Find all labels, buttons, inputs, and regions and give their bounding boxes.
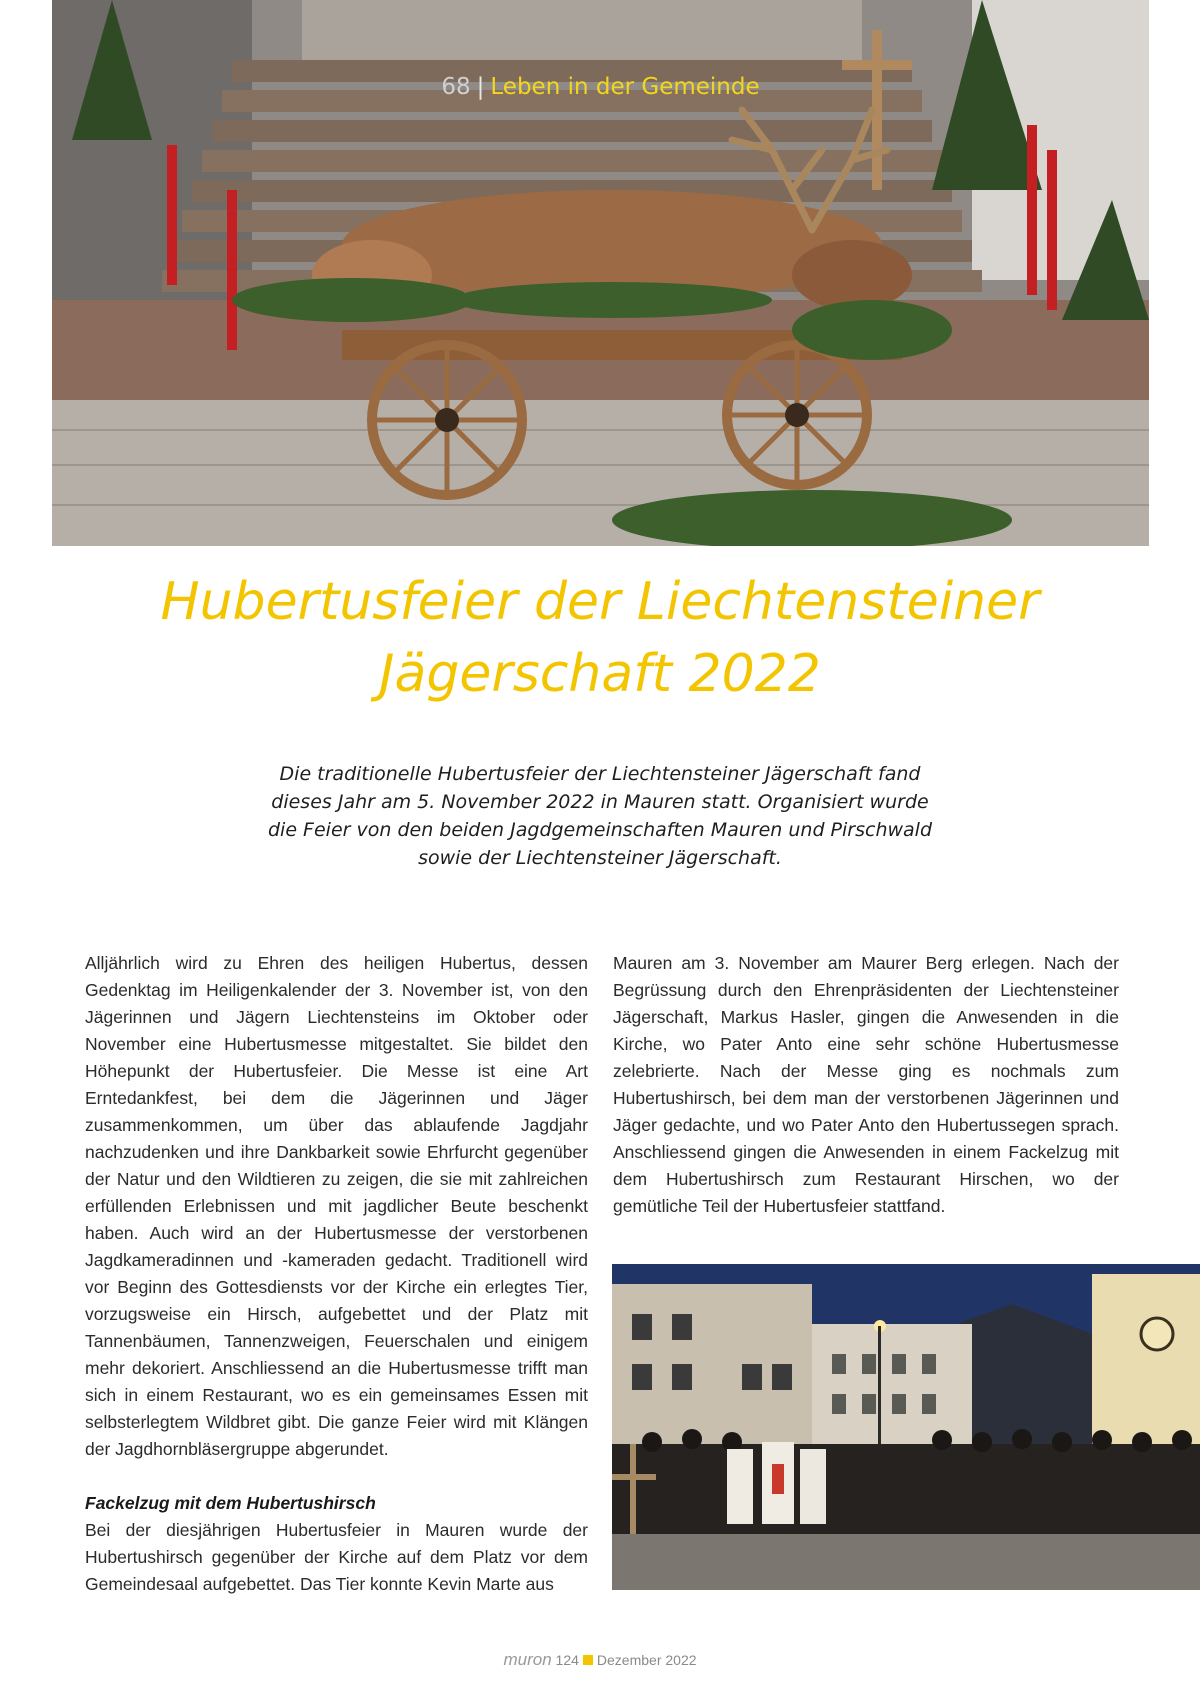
square-separator-icon	[583, 1655, 593, 1665]
subheading: Fackelzug mit dem Hubertushirsch	[85, 1493, 376, 1513]
paragraph-intro: Alljährlich wird zu Ehren des heiligen Hubertus, dessen Gedenktag im Heiligenkalender der 3. November ist, von den Jägerinnen und Jägern Liechtensteins im Oktober oder November eine Hubertusmesse mitgestaltet. Sie bildet den Höhepunkt der Hubertusfeier. Die Messe ist eine Art Erntedankfest, bei dem die Jägerinnen und Jäger zusammenkommen, um über das ablaufende Jagdjahr nachzudenken und ihre Dankbarkeit sowie Ehrfurcht gegenüber der Natur und den Wildtieren zu zeigen, die sie mit zahlreichen erfüllenden Erlebnissen und mit jagdlicher Beute beschenkt haben. Auch wird an der Hubertusmesse der verstorbenen Jagdkameradinnen und -kameraden gedacht. Traditionell wird vor Beginn des Gottesdiensts vor der Kirche ein erlegtes Tier, vorzugsweise ein Hirsch, aufgebettet und der Platz mit Tannenbäumen, Tannenzweigen, Feuerschalen und einigem mehr dekoriert. Anschliessend an die Hubertusmesse trifft man sich in einem Restaurant, wo es ein gemeinsames Essen mit selbsterlegtem Wildbret gibt. Die ganze Feier wird mit Klängen der Jagdhornbläsergruppe abgerundet.	[85, 953, 588, 1459]
page-number: 68	[441, 74, 471, 100]
paragraph-fackelzug: Bei der diesjährigen Hubertusfeier in Mauren wurde der Hubertushirsch gegenüber der Kirche auf dem Platz vor dem Gemeindesaal aufgebettet. Das Tier konnte Kevin Marte aus	[85, 1520, 588, 1594]
issue-date: Dezember 2022	[596, 1652, 697, 1668]
page-footer	[0, 1650, 1200, 1670]
hero-photo-deer-on-cart	[52, 0, 1149, 546]
ceremony-crowd-illustration	[612, 1264, 1200, 1590]
article-title-line2: Jägerschaft 2022	[379, 644, 821, 704]
photo-ceremony-evening	[612, 1264, 1200, 1590]
section-title: Leben in der Gemeinde	[490, 74, 760, 100]
paragraph-continued: Mauren am 3. November am Maurer Berg erlegen. Nach der Begrüssung durch den Ehrenpräsidenten der Liechtensteiner Jägerschaft, Markus Hasler, gingen die Anwesenden in die Kirche, wo Pater Anto eine sehr schöne Hubertusmesse zelebrierte. Nach der Messe ging es nochmals zum Hubertushirsch, bei dem man der verstorbenen Jägerinnen und Jäger gedachte, und wo Pater Anto den Hubertussegen sprach. Anschliessend gingen die Anwesenden in einem Fackelzug mit dem Hubertushirsch zum Restaurant Hirschen, wo der gemütliche Teil der Hubertusfeier stattfand.	[613, 953, 1119, 1216]
page-header	[52, 74, 1149, 100]
issue-number: 124	[555, 1652, 579, 1668]
header-separator: |	[476, 74, 485, 100]
article-title	[100, 566, 1100, 710]
article-title-line1: Hubertusfeier der Liechtensteiner	[160, 572, 1040, 632]
text-column-right	[613, 950, 1119, 1220]
text-column-left	[85, 950, 588, 1598]
article-lead: Die traditionelle Hubertusfeier der Liechtensteiner Jägerschaft fand dieses Jahr am 5. November 2022 in Mauren statt. Organisiert wurde die Feier von den beiden Jagdgemeinschaften Mauren und Pirschwald sowie der Liechtensteiner Jägerschaft.	[267, 763, 933, 869]
magazine-brand: muron	[503, 1650, 552, 1669]
